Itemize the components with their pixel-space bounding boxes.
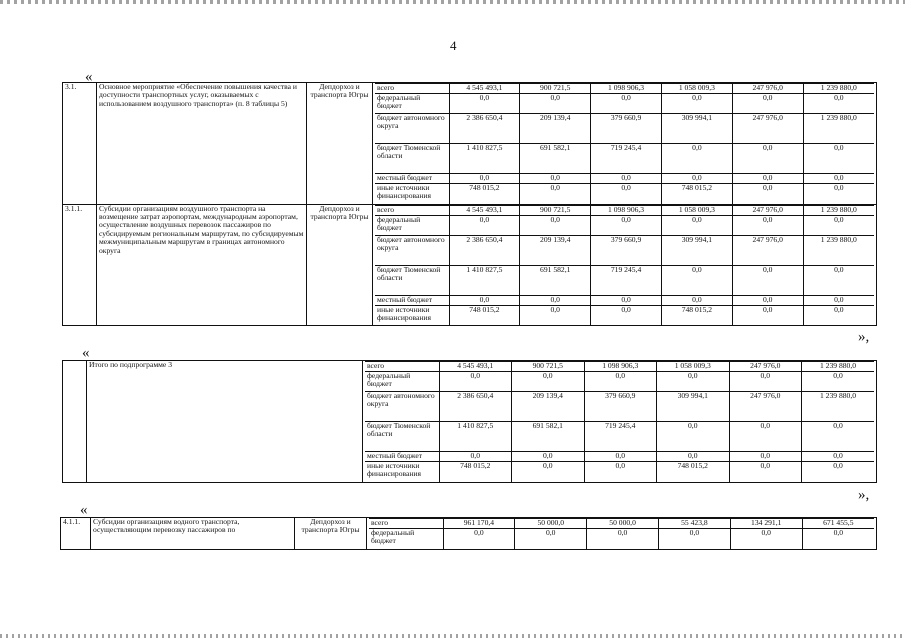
funding-breakdown: [369, 518, 874, 549]
funding-value: 691 582,1: [520, 144, 591, 174]
executor: Депдорхоз и транспорта Югры: [295, 518, 367, 550]
funding-source-label: федеральный бюджет: [369, 529, 443, 549]
executor: Депдорхоз и транспорта Югры: [307, 83, 373, 205]
funding-value: 4 545 493,1: [439, 362, 512, 372]
funding-source-label: федеральный бюджет: [365, 372, 439, 392]
funding-value: 0,0: [512, 462, 585, 482]
funding-value: 0,0: [512, 372, 585, 392]
funding-value: 50 000,0: [515, 519, 587, 529]
funding-value: 0,0: [732, 94, 803, 114]
funding-value: 0,0: [587, 529, 659, 549]
funding-row: [375, 305, 874, 325]
funding-value: 0,0: [661, 144, 732, 174]
funding-value: 1 098 906,3: [591, 205, 662, 215]
funding-value: 671 455,5: [802, 519, 874, 529]
funding-value: 0,0: [732, 265, 803, 295]
funding-value: 0,0: [591, 305, 662, 325]
quote-open-2: «: [82, 345, 90, 361]
funding-value: 309 994,1: [661, 114, 732, 144]
funding-cell: [373, 204, 877, 326]
funding-value: 748 015,2: [449, 184, 520, 204]
funding-row: [375, 94, 874, 114]
funding-value: 691 582,1: [512, 422, 585, 452]
funding-source-label: иные источники финансирования: [365, 462, 439, 482]
funding-value: 1 058 009,3: [657, 362, 730, 372]
funding-value: 0,0: [591, 94, 662, 114]
funding-value: 2 386 650,4: [439, 392, 512, 422]
funding-value: 719 245,4: [591, 265, 662, 295]
funding-breakdown: [365, 361, 874, 482]
funding-row: [375, 235, 874, 265]
funding-value: 0,0: [512, 452, 585, 462]
scan-artifact-bottom: [0, 634, 905, 638]
funding-value: 0,0: [520, 184, 591, 204]
quote-close-2: »,: [858, 487, 870, 503]
funding-value: 0,0: [449, 94, 520, 114]
funding-value: 247 976,0: [732, 205, 803, 215]
funding-value: 1 410 827,5: [439, 422, 512, 452]
funding-value: 0,0: [657, 422, 730, 452]
funding-value: 0,0: [802, 452, 875, 462]
funding-value: 0,0: [449, 174, 520, 184]
item-number: 4.1.1.: [61, 518, 91, 550]
funding-row: [365, 372, 874, 392]
funding-breakdown: [375, 205, 874, 326]
funding-value: 719 245,4: [591, 144, 662, 174]
funding-source-label: иные источники финансирования: [375, 184, 449, 204]
funding-value: 1 098 906,3: [591, 84, 662, 94]
funding-value: 247 976,0: [732, 235, 803, 265]
funding-row: [375, 144, 874, 174]
funding-row: [375, 174, 874, 184]
funding-row: [369, 519, 874, 529]
funding-source-label: иные источники финансирования: [375, 305, 449, 325]
funding-row: [365, 362, 874, 372]
funding-value: 0,0: [584, 462, 657, 482]
funding-value: 1 410 827,5: [449, 144, 520, 174]
funding-value: 247 976,0: [729, 392, 802, 422]
funding-row: [375, 265, 874, 295]
funding-value: 134 291,1: [730, 519, 802, 529]
funding-source-label: местный бюджет: [375, 295, 449, 305]
table-row: [63, 361, 877, 483]
funding-value: 0,0: [729, 372, 802, 392]
funding-value: 247 976,0: [732, 84, 803, 94]
funding-row: [365, 462, 874, 482]
funding-cell: [367, 518, 877, 550]
funding-source-label: местный бюджет: [375, 174, 449, 184]
funding-value: 0,0: [661, 265, 732, 295]
item-name: Основное мероприятие «Обеспечение повышения качества и доступности транспортных услуг, оказываемых с использованием воздушного транспорта» (п. 8 таблицы 5): [97, 83, 307, 205]
funding-value: 0,0: [520, 94, 591, 114]
funding-value: 1 239 880,0: [803, 205, 874, 215]
funding-value: 0,0: [591, 174, 662, 184]
executor: Депдорхоз и транспорта Югры: [307, 204, 373, 326]
funding-value: 4 545 493,1: [449, 205, 520, 215]
funding-value: 50 000,0: [587, 519, 659, 529]
funding-value: 2 386 650,4: [449, 235, 520, 265]
funding-value: 209 139,4: [512, 392, 585, 422]
funding-value: 0,0: [657, 452, 730, 462]
funding-value: 0,0: [729, 452, 802, 462]
funding-value: 0,0: [803, 215, 874, 235]
funding-value: 0,0: [732, 305, 803, 325]
funding-value: 0,0: [803, 184, 874, 204]
table-row: [63, 204, 877, 326]
funding-value: 0,0: [802, 462, 875, 482]
funding-value: 961 170,4: [443, 519, 515, 529]
table-row: [61, 518, 877, 550]
funding-value: 1 239 880,0: [803, 114, 874, 144]
funding-value: 748 015,2: [657, 462, 730, 482]
funding-value: 719 245,4: [584, 422, 657, 452]
funding-value: 247 976,0: [732, 114, 803, 144]
funding-source-label: всего: [375, 84, 449, 94]
funding-value: 0,0: [803, 305, 874, 325]
funding-value: 0,0: [584, 452, 657, 462]
funding-value: 0,0: [515, 529, 587, 549]
funding-value: 0,0: [730, 529, 802, 549]
funding-value: 0,0: [449, 295, 520, 305]
funding-row: [375, 205, 874, 215]
funding-source-label: бюджет Тюменской области: [375, 265, 449, 295]
item-name: Итого по подпрограмме 3: [87, 361, 363, 483]
funding-value: 748 015,2: [661, 305, 732, 325]
funding-row: [375, 295, 874, 305]
funding-value: 0,0: [732, 184, 803, 204]
funding-value: 0,0: [661, 174, 732, 184]
funding-source-label: бюджет автономного округа: [375, 235, 449, 265]
item-number: [63, 361, 87, 483]
funding-value: 0,0: [591, 215, 662, 235]
funding-value: 0,0: [591, 184, 662, 204]
item-number: 3.1.1.: [63, 204, 97, 326]
funding-value: 4 545 493,1: [449, 84, 520, 94]
funding-value: 0,0: [591, 295, 662, 305]
funding-value: 0,0: [584, 372, 657, 392]
table-subprogram-3-measures: [62, 82, 877, 326]
funding-value: 900 721,5: [520, 84, 591, 94]
funding-value: 0,0: [732, 295, 803, 305]
table-subprogram-3-total: [62, 360, 877, 483]
funding-row: [369, 529, 874, 549]
funding-value: 209 139,4: [520, 235, 591, 265]
funding-value: 0,0: [732, 174, 803, 184]
funding-row: [365, 392, 874, 422]
funding-value: 1 058 009,3: [661, 84, 732, 94]
funding-cell: [363, 361, 877, 483]
funding-value: 0,0: [657, 372, 730, 392]
funding-row: [375, 215, 874, 235]
funding-row: [365, 422, 874, 452]
table-row: [63, 83, 877, 205]
funding-value: 748 015,2: [661, 184, 732, 204]
funding-value: 379 660,9: [591, 235, 662, 265]
funding-source-label: всего: [369, 519, 443, 529]
scan-artifact-top: [0, 0, 905, 4]
funding-value: 0,0: [443, 529, 515, 549]
funding-value: 0,0: [802, 529, 874, 549]
funding-value: 0,0: [803, 144, 874, 174]
funding-value: 0,0: [520, 295, 591, 305]
quote-open-3: «: [80, 502, 88, 518]
funding-row: [375, 84, 874, 94]
funding-source-label: бюджет Тюменской области: [365, 422, 439, 452]
funding-value: 309 994,1: [657, 392, 730, 422]
funding-value: 247 976,0: [729, 362, 802, 372]
funding-row: [375, 184, 874, 204]
funding-value: 1 239 880,0: [803, 84, 874, 94]
funding-value: 0,0: [449, 215, 520, 235]
item-name: Субсидии организациям воздушного транспорта на возмещение затрат аэропортам, международным аэропортам, осуществление воздушных перевозок пассажиров по субсидируемым региональным маршрутам, по субсидируемым межмуниципальным маршрутам в границах автономного округа: [97, 204, 307, 326]
funding-source-label: федеральный бюджет: [375, 94, 449, 114]
funding-row: [375, 114, 874, 144]
funding-value: 0,0: [732, 144, 803, 174]
funding-cell: [373, 83, 877, 205]
funding-value: 748 015,2: [449, 305, 520, 325]
funding-value: 0,0: [520, 174, 591, 184]
funding-row: [365, 452, 874, 462]
funding-value: 55 423,8: [658, 519, 730, 529]
funding-value: 2 386 650,4: [449, 114, 520, 144]
funding-source-label: местный бюджет: [365, 452, 439, 462]
funding-value: 900 721,5: [520, 205, 591, 215]
funding-value: 0,0: [803, 265, 874, 295]
funding-value: 379 660,9: [584, 392, 657, 422]
item-name: Субсидии организациям водного транспорта, осуществляющим перевозку пассажиров по: [91, 518, 295, 550]
funding-source-label: всего: [375, 205, 449, 215]
item-number: 3.1.: [63, 83, 97, 205]
funding-breakdown: [375, 83, 874, 204]
funding-source-label: всего: [365, 362, 439, 372]
funding-value: 0,0: [732, 215, 803, 235]
table-water-transport: [60, 517, 877, 550]
funding-source-label: бюджет Тюменской области: [375, 144, 449, 174]
quote-open-1: «: [85, 69, 93, 85]
funding-source-label: бюджет автономного округа: [365, 392, 439, 422]
funding-value: 0,0: [520, 215, 591, 235]
funding-value: 748 015,2: [439, 462, 512, 482]
funding-value: 0,0: [803, 174, 874, 184]
funding-value: 0,0: [661, 94, 732, 114]
funding-value: 379 660,9: [591, 114, 662, 144]
funding-value: 209 139,4: [520, 114, 591, 144]
funding-value: 0,0: [729, 422, 802, 452]
funding-value: 1 239 880,0: [802, 362, 875, 372]
funding-value: 691 582,1: [520, 265, 591, 295]
funding-value: 0,0: [520, 305, 591, 325]
funding-value: 0,0: [658, 529, 730, 549]
funding-value: 0,0: [803, 295, 874, 305]
funding-value: 0,0: [802, 372, 875, 392]
funding-value: 0,0: [661, 215, 732, 235]
funding-value: 0,0: [803, 94, 874, 114]
page-number: 4: [450, 38, 457, 53]
funding-value: 1 239 880,0: [803, 235, 874, 265]
funding-value: 1 058 009,3: [661, 205, 732, 215]
funding-value: 900 721,5: [512, 362, 585, 372]
funding-value: 0,0: [729, 462, 802, 482]
funding-source-label: федеральный бюджет: [375, 215, 449, 235]
funding-value: 1 410 827,5: [449, 265, 520, 295]
funding-value: 0,0: [661, 295, 732, 305]
quote-close-1: »,: [858, 329, 870, 345]
funding-value: 0,0: [439, 372, 512, 392]
funding-value: 1 098 906,3: [584, 362, 657, 372]
funding-value: 309 994,1: [661, 235, 732, 265]
funding-value: 1 239 880,0: [802, 392, 875, 422]
funding-value: 0,0: [439, 452, 512, 462]
funding-value: 0,0: [802, 422, 875, 452]
funding-source-label: бюджет автономного округа: [375, 114, 449, 144]
